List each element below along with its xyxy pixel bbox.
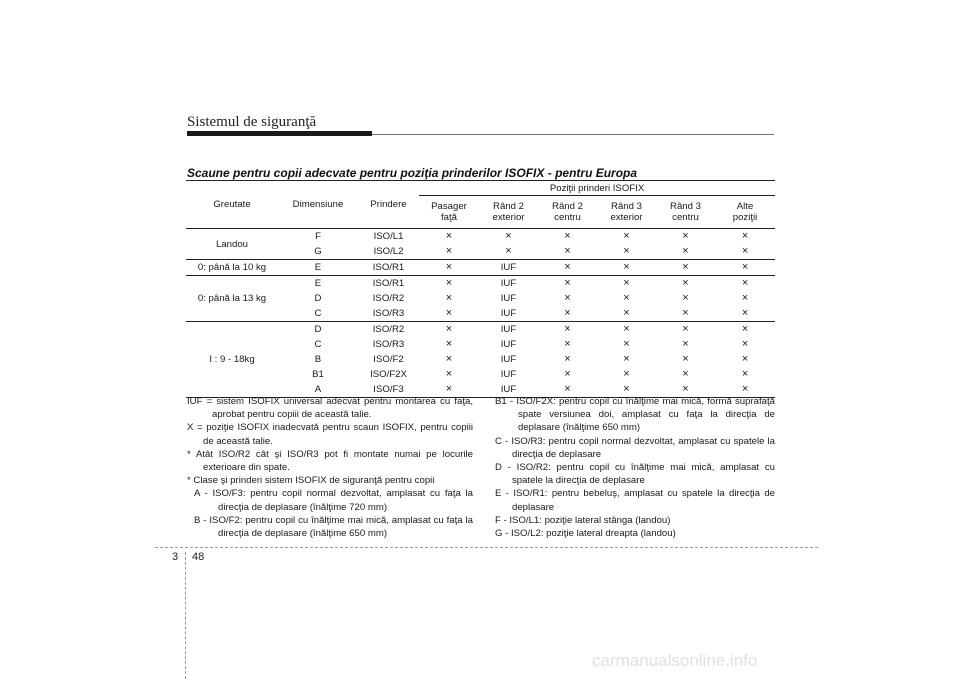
- value-cell: ×: [682, 261, 689, 273]
- value-cell: ×: [564, 368, 571, 380]
- note-class-f: F - ISO/L1: poziţie lateral stânga (landou): [495, 514, 671, 526]
- header-rule-thin: [372, 134, 774, 135]
- value-cell: IUF: [500, 369, 517, 380]
- value-cell: ×: [445, 261, 453, 273]
- value-cell: ×: [682, 307, 689, 319]
- header-fixture: Prindere: [358, 181, 419, 229]
- value-cell: IUF: [500, 308, 517, 319]
- header-rule-thick: [187, 131, 372, 136]
- note-iuf: IUF = sistem ISOFIX universal adecvat pentru montarea cu faţa, aprobat pentru copiii de această talie.: [187, 396, 473, 421]
- value-cell: ×: [682, 277, 689, 289]
- size-cell: A: [314, 384, 322, 395]
- value-cell: ×: [623, 323, 630, 335]
- value-cell: ×: [564, 245, 571, 257]
- note-class-b: B - ISO/F2: pentru copil cu înălţime mai mică, amplasat cu faţa la direcţia de deplasare (înălţime 650 mm): [194, 514, 473, 540]
- value-cell: ×: [741, 277, 749, 289]
- value-cell: ×: [741, 292, 749, 304]
- value-cell: ×: [741, 368, 749, 380]
- value-cell: ×: [564, 353, 571, 365]
- fixture-cell: ISO/R3: [372, 339, 405, 350]
- value-cell: ×: [564, 323, 571, 335]
- note-class-a: A - ISO/F3: pentru copil normal dezvoltat, amplasat cu faţa la direcţia de deplasare (înălţime 720 mm): [194, 488, 473, 513]
- value-cell: ×: [682, 338, 689, 350]
- value-cell: ×: [445, 323, 453, 335]
- fixture-cell: ISO/F2: [373, 354, 404, 365]
- fixture-cell: ISO/R1: [372, 278, 405, 289]
- note-class-d: D - ISO/R2: pentru copil cu înălţime mai mică, amplasat cu spatele la direcţia de deplasare: [495, 462, 775, 487]
- value-cell: ×: [564, 307, 571, 319]
- size-cell: C: [314, 339, 322, 350]
- value-cell: ×: [623, 383, 630, 395]
- value-cell: IUF: [500, 354, 517, 365]
- value-cell: ×: [623, 277, 630, 289]
- size-cell: G: [314, 246, 322, 257]
- value-cell: ×: [564, 338, 571, 350]
- group-0-13kg: 0: până la 13 kg: [186, 276, 278, 322]
- value-cell: ×: [445, 307, 453, 319]
- value-cell: ×: [741, 338, 749, 350]
- page-header-title: Sistemul de siguranţă: [187, 114, 317, 130]
- chapter-number: 3: [172, 551, 179, 563]
- value-cell: ×: [682, 292, 689, 304]
- size-cell: F: [315, 231, 321, 242]
- size-cell: B: [314, 354, 322, 365]
- fixture-cell: ISO/R2: [372, 293, 405, 304]
- value-cell: ×: [741, 323, 749, 335]
- table-row: [186, 276, 775, 292]
- group-9-18kg: I : 9 - 18kg: [186, 322, 278, 398]
- value-cell: ×: [682, 368, 689, 380]
- footer-divider-vertical: [185, 552, 186, 679]
- value-cell: ×: [564, 292, 571, 304]
- value-cell: ×: [623, 245, 630, 257]
- size-cell: E: [314, 278, 322, 289]
- size-cell: E: [314, 262, 322, 273]
- value-cell: IUF: [500, 262, 517, 273]
- value-cell: ×: [623, 338, 630, 350]
- fixture-cell: ISO/R1: [372, 262, 405, 273]
- value-cell: IUF: [500, 278, 517, 289]
- value-cell: ×: [564, 230, 571, 242]
- value-cell: ×: [564, 383, 571, 395]
- group-landou: Landou: [186, 229, 278, 260]
- value-cell: ×: [445, 353, 453, 365]
- value-cell: ×: [682, 245, 689, 257]
- value-cell: ×: [623, 230, 630, 242]
- size-cell: D: [314, 293, 322, 304]
- table-row: [186, 260, 775, 276]
- header-size: Dimensiune: [278, 181, 358, 229]
- col-header: Rând 3 centru: [656, 196, 715, 229]
- value-cell: ×: [741, 261, 749, 273]
- notes-right: [495, 395, 775, 540]
- value-cell: ×: [741, 230, 749, 242]
- value-cell: ×: [682, 353, 689, 365]
- value-cell: ×: [682, 323, 689, 335]
- value-cell: ×: [505, 230, 512, 242]
- value-cell: IUF: [500, 384, 517, 395]
- value-cell: ×: [741, 245, 749, 257]
- header-positions: Poziţii prinderi ISOFIX: [419, 181, 775, 196]
- section-title: Scaune pentru copii adecvate pentru poziţia prinderilor ISOFIX - pentru Europa: [187, 166, 638, 180]
- size-cell: B1: [312, 369, 324, 380]
- note-class-e: E - ISO/R1: pentru bebeluş, amplasat cu spatele la direcţia de deplasare: [495, 488, 775, 513]
- value-cell: ×: [623, 292, 630, 304]
- value-cell: ×: [564, 261, 571, 273]
- value-cell: ×: [741, 307, 749, 319]
- value-cell: ×: [623, 353, 630, 365]
- col-header: Rând 2 exterior: [479, 196, 538, 229]
- page-number: 48: [192, 551, 205, 563]
- note-x: X = poziţie ISOFIX inadecvată pentru scaun ISOFIX, pentru copiii de această talie.: [187, 422, 473, 447]
- value-cell: ×: [445, 245, 453, 257]
- fixture-cell: ISO/R3: [372, 308, 405, 319]
- col-header: Pasager faţă: [419, 196, 479, 229]
- value-cell: ×: [564, 277, 571, 289]
- note-class-c: C - ISO/R3: pentru copil normal dezvoltat, amplasat cu spatele la direcţia de deplasare: [495, 435, 775, 460]
- value-cell: IUF: [500, 293, 517, 304]
- table-row: [186, 322, 775, 338]
- fixture-cell: ISO/F3: [373, 384, 404, 395]
- fixture-cell: ISO/L2: [373, 246, 404, 257]
- header-weight: Greutate: [186, 181, 278, 229]
- col-header: Alte poziţii: [715, 196, 775, 229]
- footer-divider-horizontal: [155, 547, 818, 548]
- value-cell: ×: [445, 338, 453, 350]
- watermark: carmanualsonline.info: [592, 651, 758, 670]
- value-cell: ×: [445, 277, 453, 289]
- note-r2-r3: * Atât ISO/R2 cât şi ISO/R3 pot fi montate numai pe locurile exterioare din spate.: [187, 448, 473, 474]
- value-cell: ×: [623, 368, 630, 380]
- value-cell: ×: [623, 307, 630, 319]
- fixture-cell: ISO/R2: [372, 324, 405, 335]
- value-cell: ×: [623, 261, 630, 273]
- size-cell: C: [314, 308, 322, 319]
- value-cell: ×: [682, 230, 689, 242]
- note-class-g: G - ISO/L2: poziţie lateral dreapta (landou): [495, 528, 676, 540]
- notes-left: [187, 395, 473, 540]
- value-cell: IUF: [500, 339, 517, 350]
- col-header: Rând 2 centru: [538, 196, 597, 229]
- col-header: Rând 3 exterior: [597, 196, 656, 229]
- group-0-10kg: 0: până la 10 kg: [197, 262, 267, 273]
- fixture-cell: ISO/F2X: [370, 369, 407, 380]
- note-class-b1: B1 - ISO/F2X: pentru copil cu înălţime mai mică, formă suprafaţă spate versiunea doi, amplasat cu faţa la direcţia de deplasare (înălţime 650 mm): [495, 396, 775, 434]
- value-cell: ×: [682, 383, 689, 395]
- value-cell: ×: [445, 383, 453, 395]
- value-cell: ×: [445, 368, 453, 380]
- value-cell: ×: [741, 353, 749, 365]
- fixture-cell: ISO/L1: [373, 231, 404, 242]
- note-classes: * Clase şi prinderi sistem ISOFIX de siguranţă pentru copii: [187, 475, 435, 487]
- value-cell: ×: [445, 230, 453, 242]
- value-cell: ×: [741, 383, 749, 395]
- table-row: [186, 229, 775, 245]
- value-cell: ×: [445, 292, 453, 304]
- value-cell: IUF: [500, 324, 517, 335]
- size-cell: D: [314, 324, 322, 335]
- value-cell: ×: [505, 245, 512, 257]
- isofix-table: [186, 180, 775, 398]
